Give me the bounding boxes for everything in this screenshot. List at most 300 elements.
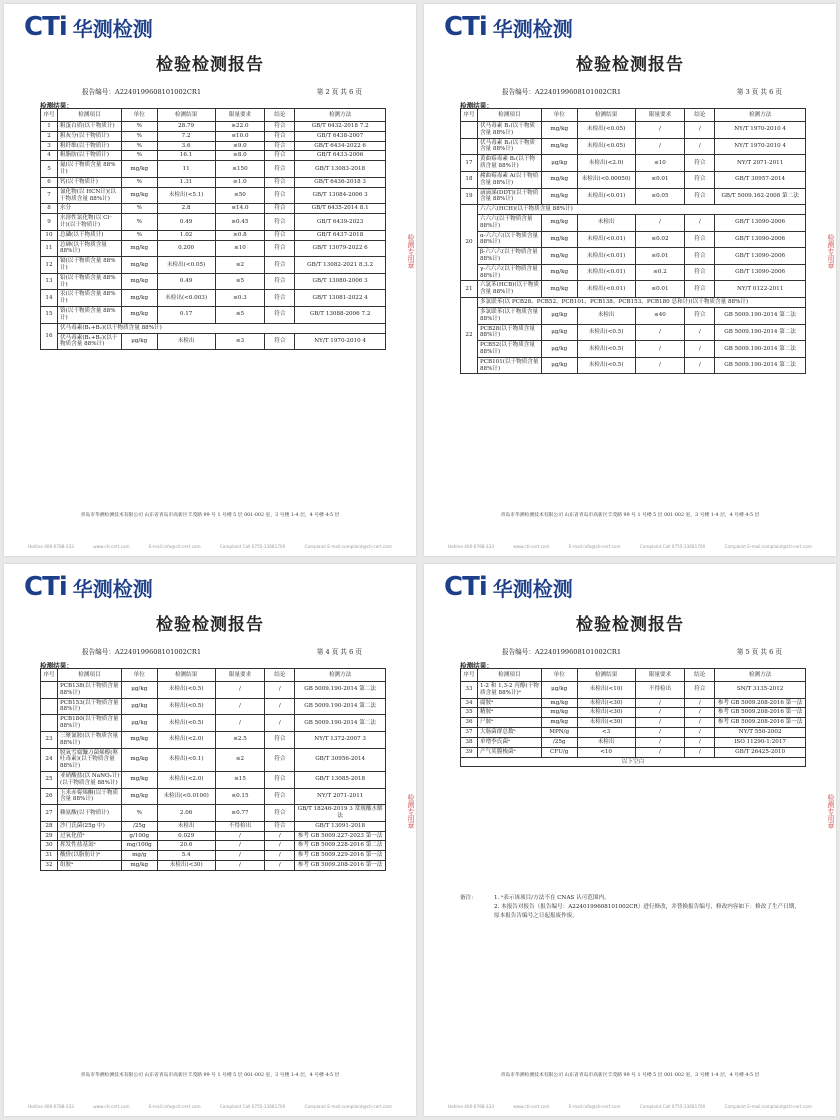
logo-cn-text: 华测检测: [492, 576, 573, 601]
table-header-row: [41, 109, 386, 122]
cell-conclusion: 符合: [265, 122, 295, 132]
cell-item: 水分: [57, 204, 121, 214]
cell-item: 产气荚膜梭菌ᵃ: [477, 747, 541, 757]
header-method: 检测方法: [715, 109, 806, 122]
cell-unit: mg/kg: [121, 240, 157, 257]
cell-result: 未检出(<0.5): [577, 341, 635, 358]
cell-method: NY/T 2071-2011: [715, 155, 806, 172]
table-row: [461, 138, 806, 155]
cell-result: 20.6: [157, 841, 215, 851]
cell-result: 未检出: [157, 333, 215, 350]
complaint-email: Complaint E-mail:complaint@cti-cert.com: [304, 1104, 392, 1109]
cell-limit: ≤14.0: [215, 204, 265, 214]
page-number: 第 2 页 共 6 页: [316, 88, 362, 96]
cell-method: NY/T 1970-2010 4: [295, 333, 386, 350]
table-row: [461, 718, 806, 728]
cell-no: 32: [41, 861, 58, 871]
cell-method: NY/T 1970-2010 4: [715, 138, 806, 155]
cell-method: GB 5009.190-2014 第二法: [295, 682, 386, 699]
cell-no: 15: [41, 307, 58, 324]
cell-result: 0.200: [157, 240, 215, 257]
cell-result: 0.029: [157, 831, 215, 841]
cell-result: 0.49: [157, 214, 215, 231]
cell-result: 16.1: [157, 151, 215, 161]
cell-method: GB/T 13083-2018: [295, 161, 386, 178]
cell-limit: /: [635, 341, 685, 358]
cell-limit: ≥8.0: [215, 151, 265, 161]
cell-conclusion: 符合: [265, 788, 295, 805]
cell-unit: μg/kg: [541, 307, 577, 324]
cell-limit: /: [215, 861, 265, 871]
cell-result: 未检出: [157, 821, 215, 831]
cell-method: GB/T 13084-2006 3: [295, 187, 386, 204]
report-page-3: [424, 4, 836, 556]
header-no: 序号: [461, 109, 478, 122]
cell-result: 未检出(<0.01): [577, 188, 635, 205]
cell-method: NY/T 0122-2011: [715, 281, 806, 298]
cell-unit: %: [121, 177, 157, 187]
header-unit: 单位: [541, 109, 577, 122]
report-number: 报告编号：A2240199608101002CR1: [502, 648, 622, 656]
cell-item: 六六六(以干物质含量 88%计): [477, 214, 541, 231]
cell-result: 未检出(<0.05): [577, 138, 635, 155]
cell-limit: 不得检出: [635, 682, 685, 699]
table-row: [461, 341, 806, 358]
cell-method: GB/T 6435-2014 8.1: [295, 204, 386, 214]
cell-conclusion: /: [265, 841, 295, 851]
cell-item: 亚硝酸盐(以 NaNO₂计)(以干物质含量 88%计): [57, 771, 121, 788]
header-result: 检测结果: [577, 669, 635, 682]
cell-item: 六氯苯(HCB)(以干物质含量 88%计): [477, 281, 541, 298]
header-item: 检测项目: [477, 669, 541, 682]
cell-no: 4: [41, 151, 58, 161]
cell-method: NY/T 1970-2010 4: [715, 122, 806, 139]
cell-item: 精胺ᵃ: [477, 708, 541, 718]
cell-unit: %: [121, 805, 157, 822]
cell-result: 未检出(<0.5): [577, 357, 635, 374]
cell-unit: mg/kg: [121, 731, 157, 748]
cell-unit: μg/kg: [541, 324, 577, 341]
cell-method: GB/T 18246-2019 3 常规酸水解法: [295, 805, 386, 822]
results-table: [40, 108, 386, 350]
seal-stamp: [407, 234, 416, 269]
cell-limit: ≤10: [215, 240, 265, 257]
header-result: 检测结果: [157, 109, 215, 122]
table-row: [41, 141, 386, 151]
table-row: [461, 747, 806, 757]
cell-item: 多氯联苯(以干物质含量 88%计): [477, 307, 541, 324]
cell-conclusion: /: [685, 357, 715, 374]
cell-unit: %: [121, 151, 157, 161]
cell-unit: mg/kg: [541, 718, 577, 728]
cell-item: 铬(以干物质含量 88%计): [57, 307, 121, 324]
header-no: 序号: [41, 109, 58, 122]
table-row: [461, 248, 806, 265]
table-row: [461, 155, 806, 172]
cell-conclusion: /: [265, 682, 295, 699]
cell-method: ISO 11290-1:2017: [715, 737, 806, 747]
cell-unit: mg/kg: [541, 214, 577, 231]
cell-conclusion: 符合: [265, 161, 295, 178]
cell-unit: mg/kg: [541, 264, 577, 281]
cell-no: 2: [41, 131, 58, 141]
cell-item: 赖氨酸(以干物质计): [57, 805, 121, 822]
footer-contact: [448, 544, 812, 549]
table-row: [41, 771, 386, 788]
cell-item: 赭曲霉毒素 A(以干物质含量 88%计): [477, 171, 541, 188]
cell-unit: mg/kg: [121, 861, 157, 871]
table-header-row: [461, 669, 806, 682]
cell-method: GB/T 26425-2010: [715, 747, 806, 757]
logo-cti-text: CTi: [444, 12, 487, 42]
cell-method: GB 5009.190-2014 第二法: [715, 324, 806, 341]
cell-no: 12: [41, 257, 58, 274]
cell-method: SN/T 3135-2012: [715, 682, 806, 699]
cell-method: GB/T 6439-2023: [295, 214, 386, 231]
cell-no: 6: [41, 177, 58, 187]
cell-item: 粗蛋白质(以干物质计): [57, 122, 121, 132]
cell-unit: mg/kg: [541, 708, 577, 718]
cell-conclusion: /: [265, 861, 295, 871]
cell-item: 铅(以干物质含量 88%计): [57, 273, 121, 290]
cell-item: 大肠菌群总数ᵃ: [477, 728, 541, 738]
table-row: [461, 122, 806, 139]
cell-unit: mg/kg: [541, 698, 577, 708]
table-row: [461, 188, 806, 205]
cell-result: 5.4: [157, 851, 215, 861]
table-group-row: [461, 298, 806, 308]
cell-unit: g/100g: [121, 831, 157, 841]
results-table: [460, 108, 806, 374]
hotline: Hotline 400-6788-333: [28, 544, 74, 549]
cell-item: 总砷(以干物质含量 88%计): [57, 240, 121, 257]
complaint-call: Complaint Call 0755-33681700: [219, 1104, 286, 1109]
table-header-row: [461, 109, 806, 122]
cell-conclusion: 符合: [265, 821, 295, 831]
cell-result: 未检出(<10): [577, 682, 635, 699]
cell-method: GB/T 13091-2018: [295, 821, 386, 831]
cell-result: 0.49: [157, 273, 215, 290]
email: E-mail:info@cti-cert.com: [148, 1104, 201, 1109]
cell-method: 参考 GB 5009.208-2016 第一法: [715, 718, 806, 728]
blank-row: [461, 757, 806, 767]
cell-no: 3: [41, 141, 58, 151]
footer-contact: [28, 544, 392, 549]
cell-item: 酸价(以脂肪计)ᵃ: [57, 851, 121, 861]
stamp-text: 检测专用章: [407, 234, 415, 269]
header-method: 检测方法: [295, 669, 386, 682]
cell-item: 滴滴涕(DDT)(以干物质含量 88%计): [477, 188, 541, 205]
header-item: 检测项目: [57, 109, 121, 122]
cell-method: GB 5009.190-2014 第二法: [715, 307, 806, 324]
table-row: [41, 851, 386, 861]
cell-method: GB/T 13080-2006 3: [295, 273, 386, 290]
header-unit: 单位: [121, 109, 157, 122]
cell-no: 5: [41, 161, 58, 178]
cell-no: [461, 122, 478, 139]
cell-method: NY/T 1372-2007 3: [295, 731, 386, 748]
cell-limit: 不得检出: [215, 821, 265, 831]
cell-no: 9: [41, 214, 58, 231]
cell-conclusion: 符合: [685, 155, 715, 172]
website: www.cti-cert.com: [93, 544, 130, 549]
table-row: [41, 731, 386, 748]
cell-limit: ≥0.45: [215, 214, 265, 231]
cell-limit: ≥1.0: [215, 177, 265, 187]
complaint-email: Complaint E-mail:complaint@cti-cert.com: [304, 544, 392, 549]
cell-unit: %: [121, 230, 157, 240]
cell-no: 28: [41, 821, 58, 831]
cell-limit: ≤0.01: [635, 171, 685, 188]
cell-conclusion: 符合: [685, 171, 715, 188]
note-line: 2. 本报告对报告（报告编号：A2240199608101002CR）进行修改，并替换报告编号，修改内容如下：修改了生产日期，原本报告告编号之日起报废作废。: [494, 903, 800, 919]
cell-limit: /: [635, 728, 685, 738]
cell-unit: mg/kg: [541, 281, 577, 298]
table-row: [41, 307, 386, 324]
footer-contact: [28, 1104, 392, 1109]
cell-no: 34: [461, 698, 478, 708]
cell-no: [41, 698, 58, 715]
cell-method: GB 5009.190-2014 第二法: [715, 341, 806, 358]
cell-method: NY/T 2071-2011: [295, 788, 386, 805]
website: www.cti-cert.com: [513, 544, 550, 549]
complaint-call: Complaint Call 0755-33681700: [639, 1104, 706, 1109]
cell-no: 11: [41, 240, 58, 257]
cell-conclusion: 符合: [685, 264, 715, 281]
cell-limit: /: [635, 718, 685, 728]
cell-limit: ≤3: [215, 333, 265, 350]
cell-limit: ≤5: [215, 307, 265, 324]
cell-method: 参考 GB 5009.229-2016 第一法: [295, 851, 386, 861]
report-number: 报告编号：A2240199608101002CR1: [82, 88, 202, 96]
table-body: [461, 682, 806, 767]
report-number: 报告编号：A2240199608101002CR1: [502, 88, 622, 96]
cell-unit: μg/kg: [121, 698, 157, 715]
cell-no: 10: [41, 230, 58, 240]
footer-contact: [448, 1104, 812, 1109]
cell-limit: ≤0.01: [635, 248, 685, 265]
cell-item: PCB101(以干物质含量 88%计): [477, 357, 541, 374]
cell-unit: mg/kg: [541, 171, 577, 188]
stamp-text: 检测专用章: [827, 234, 835, 269]
cell-method: GB 5009.190-2014 第二法: [295, 698, 386, 715]
website: www.cti-cert.com: [513, 1104, 550, 1109]
table-row: [41, 214, 386, 231]
table-row: [461, 698, 806, 708]
section-label: 检测结果：: [40, 102, 73, 110]
cell-limit: ≤10.0: [215, 131, 265, 141]
cell-unit: μg/kg: [121, 682, 157, 699]
page-number: 第 4 页 共 6 页: [316, 648, 362, 656]
cell-item: 粗脂肪(以干物质计): [57, 151, 121, 161]
cell-item: 伏马毒素 B₁(以干物质含量 88%计): [477, 122, 541, 139]
cell-limit: /: [635, 698, 685, 708]
header-conclusion: 结论: [685, 669, 715, 682]
cell-conclusion: 符合: [265, 230, 295, 240]
cell-limit: ≤10: [635, 155, 685, 172]
table-row: [41, 257, 386, 274]
cell-result: 3.6: [157, 141, 215, 151]
cell-limit: /: [215, 698, 265, 715]
cell-result: <3: [577, 728, 635, 738]
section-label: 检测结果：: [460, 662, 493, 670]
cell-result: 7.2: [157, 131, 215, 141]
cell-result: 未检出(<0.003): [157, 290, 215, 307]
cell-method: GB/T 13088-2006 7.2: [295, 307, 386, 324]
cell-no: 24: [41, 748, 58, 771]
cell-result: 未检出: [577, 737, 635, 747]
cti-logo: [444, 572, 573, 602]
report-title: 检验检测报告: [576, 615, 684, 635]
cell-item: 总磷(以干物质计): [57, 230, 121, 240]
cell-conclusion: 符合: [265, 204, 295, 214]
cell-unit: mg/kg: [121, 161, 157, 178]
hotline: Hotline 400-6788-333: [28, 1104, 74, 1109]
cell-unit: mg/kg: [121, 307, 157, 324]
cell-method: GB/T 6432-2018 7.2: [295, 122, 386, 132]
cell-result: 未检出(<0.01): [577, 231, 635, 248]
cell-no: [41, 715, 58, 732]
cell-unit: %: [121, 131, 157, 141]
cell-conclusion: 符合: [265, 290, 295, 307]
cell-conclusion: /: [265, 851, 295, 861]
section-label: 检测结果：: [460, 102, 493, 110]
cell-no: 16: [41, 323, 58, 349]
cell-no: 39: [461, 747, 478, 757]
cell-unit: mg/kg: [121, 788, 157, 805]
table-row: [41, 230, 386, 240]
cti-logo: [24, 12, 153, 42]
cell-method: GB/T 6438-2007: [295, 131, 386, 141]
cell-method: GB/T 6434-2022 6: [295, 141, 386, 151]
logo-cn-text: 华测检测: [492, 16, 573, 41]
cell-limit: ≤0.3: [215, 290, 265, 307]
cell-method: GB/T 6433-2006: [295, 151, 386, 161]
cell-conclusion: /: [265, 698, 295, 715]
stamp-text: 检测专用章: [407, 794, 415, 829]
table-row: [461, 281, 806, 298]
cell-limit: ≤15: [215, 771, 265, 788]
cell-conclusion: 符合: [265, 731, 295, 748]
table-row: [41, 861, 386, 871]
cell-method: GB/T 13090-2006: [715, 214, 806, 231]
cell-limit: /: [215, 851, 265, 861]
cti-logo: [24, 572, 153, 602]
cell-method: NY/T 550-2002: [715, 728, 806, 738]
cell-method: GB/T 13090-2006: [715, 231, 806, 248]
cti-logo: [444, 12, 573, 42]
header-unit: 单位: [541, 669, 577, 682]
cell-unit: μg/kg: [541, 357, 577, 374]
cell-conclusion: 符合: [265, 214, 295, 231]
cell-method: GB 5009.190-2014 第二法: [715, 357, 806, 374]
cell-item: 组胺ᵃ: [57, 861, 121, 871]
table-row: [461, 214, 806, 231]
cell-item: 尸胺ᵃ: [477, 718, 541, 728]
cell-unit: mg/kg: [541, 248, 577, 265]
cell-method: GB/T 13085-2018: [295, 771, 386, 788]
cell-item: 1-2 和 1,3-2 丙醇(干物质含量 88%计)ᵃ: [477, 682, 541, 699]
header-method: 检测方法: [295, 109, 386, 122]
table-row: [41, 273, 386, 290]
table-header-row: [41, 669, 386, 682]
cell-method: 参考 GB 5009.228-2016 第二法: [295, 841, 386, 851]
cell-limit: ≤0.05: [635, 188, 685, 205]
cell-no: 17: [461, 155, 478, 172]
cell-conclusion: /: [265, 831, 295, 841]
cell-item: 伏马毒素(B₁+B₂)(以干物质含量 88%计): [57, 333, 121, 350]
cell-unit: mg/100g: [121, 841, 157, 851]
table-group-row: [41, 323, 386, 333]
cell-item: PCB180(以干物质含量 88%计): [57, 715, 121, 732]
cell-conclusion: /: [685, 708, 715, 718]
cell-group-title: 多氯联苯(以 PCB28、PCB52、PCB101、PCB138、PCB153、PCB180 总和计)(以干物质含量 88%计): [477, 298, 805, 308]
table-row: [41, 682, 386, 699]
cell-method: 参考 GB 5009.227-2023 第一法: [295, 831, 386, 841]
footer-address: 青岛市华测检测技术有限公司 山东省青岛市高新区丰茂路 99 号 1 号楼 5 层 001-002 室，3 号楼 1-4 层，4 号楼 4-5 层: [80, 513, 340, 518]
cell-conclusion: /: [265, 715, 295, 732]
cell-group-title: 伏马毒素(B₁+B₂)(以干物质含量 88%计): [57, 323, 385, 333]
header-limit: 限量要求: [215, 109, 265, 122]
cell-no: 14: [41, 290, 58, 307]
logo-cti-text: CTi: [444, 572, 487, 602]
cell-limit: ≤2: [215, 748, 265, 771]
cell-conclusion: 符合: [265, 177, 295, 187]
cell-item: 氰化物(以 HCN计)(以干物质含量 88%计): [57, 187, 121, 204]
cell-conclusion: 符合: [685, 307, 715, 324]
cell-no: 36: [461, 718, 478, 728]
cell-item: 汞(以干物质含量 88%计): [57, 290, 121, 307]
cell-no: 30: [41, 841, 58, 851]
cell-result: 未检出(<0.5): [157, 715, 215, 732]
report-title: 检验检测报告: [156, 55, 264, 75]
cell-result: 未检出(<30): [577, 698, 635, 708]
cell-result: 未检出(<0.01): [577, 248, 635, 265]
cell-unit: mg/kg: [121, 771, 157, 788]
cell-result: 未检出(<0.1): [157, 748, 215, 771]
seal-stamp: [827, 234, 836, 269]
cell-result: 未检出(<0.0100): [157, 788, 215, 805]
cell-item: 黄曲霉毒素 B₁(以干物质含量 88%计): [477, 155, 541, 172]
cell-method: GB 5009.190-2014 第二法: [295, 715, 386, 732]
cell-unit: CFU/g: [541, 747, 577, 757]
cell-limit: ≤2: [215, 257, 265, 274]
hotline: Hotline 400-6788-333: [448, 1104, 494, 1109]
cell-result: 未检出(<0.5): [577, 324, 635, 341]
cell-item: PCB138(以干物质含量 88%计): [57, 682, 121, 699]
page-number: 第 3 页 共 6 页: [736, 88, 782, 96]
cell-no: 20: [461, 205, 478, 281]
complaint-call: Complaint Call 0755-33681700: [219, 544, 286, 549]
cell-item: β-六六六(以干物质含量 88%计): [477, 248, 541, 265]
cell-item: 沙门氏菌(25g 中): [57, 821, 121, 831]
report-page-5: [424, 564, 836, 1116]
header-item: 检测项目: [477, 109, 541, 122]
header-limit: 限量要求: [635, 109, 685, 122]
table-row: [41, 240, 386, 257]
cell-conclusion: /: [685, 698, 715, 708]
cell-result: 2.8: [157, 204, 215, 214]
cell-unit: mg/kg: [121, 748, 157, 771]
cell-limit: /: [215, 831, 265, 841]
cell-no: [461, 138, 478, 155]
cell-conclusion: /: [685, 747, 715, 757]
cell-result: 2.06: [157, 805, 215, 822]
cell-result: 未检出: [577, 214, 635, 231]
table-row: [461, 171, 806, 188]
email: E-mail:info@cti-cert.com: [568, 544, 621, 549]
cell-method: 参考 GB 5009.208-2016 第一法: [715, 698, 806, 708]
